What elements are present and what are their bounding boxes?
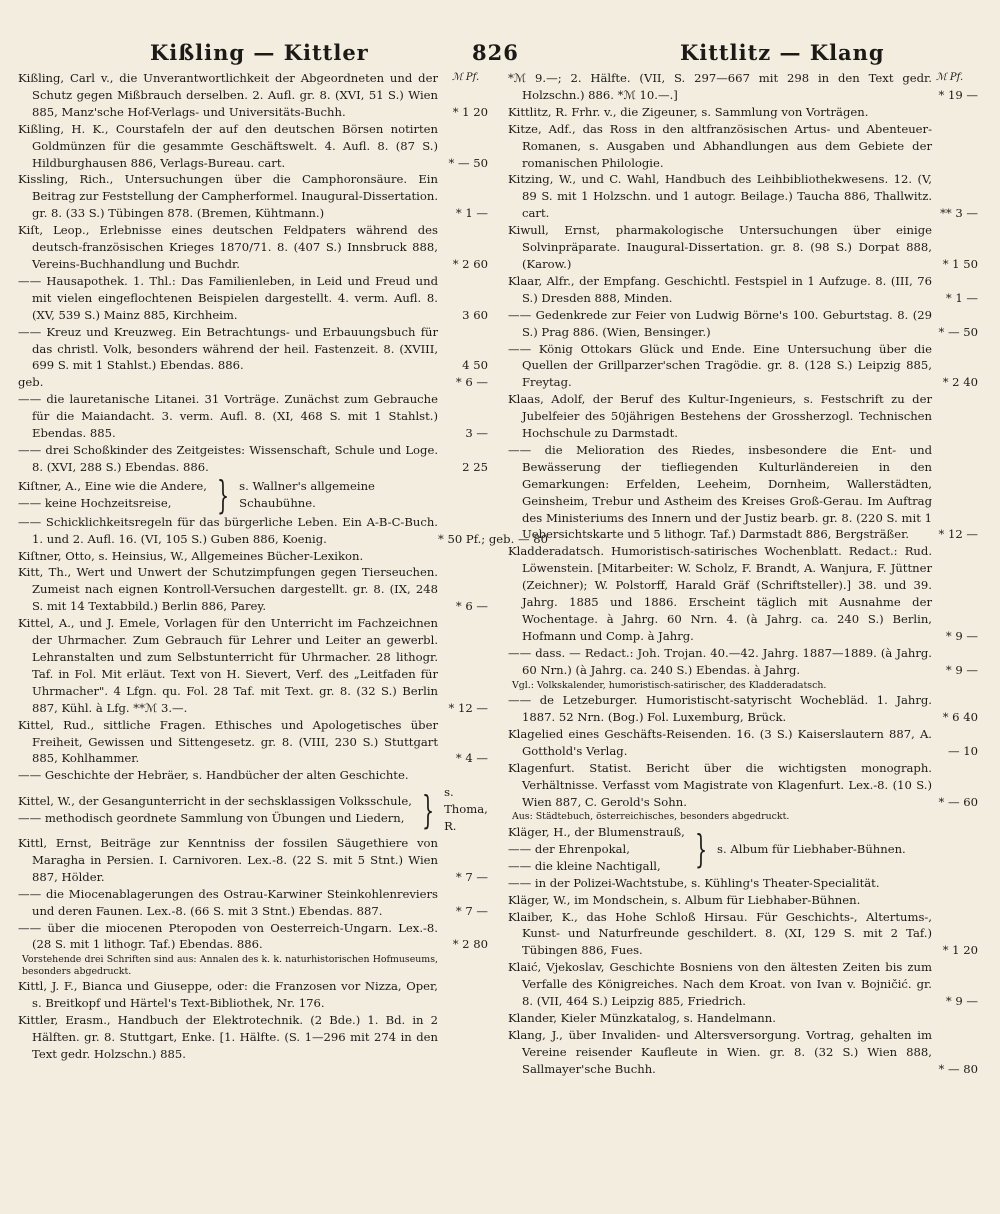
- catalog-entry: [18, 978, 488, 1012]
- entry-text: —— Kreuz und Kreuzweg. Ein Betrachtungs- und Erbauungsbuch für das christl. Volk, besonders während der heil. Fastenzeit. 8. (XVIII, 699 S. mit 1 Stahlst.) Ebendas. 886.: [18, 324, 438, 373]
- price: * 50 Pf.; geb. — 80: [438, 531, 548, 546]
- entry-text: —— Geschichte der Hebräer, s. Handbücher der alten Geschichte.: [18, 768, 409, 783]
- entry-text: —— de Letzeburger. Humoristischt-satyrischt Wochebläd. 1. Jahrg. 1887. 52 Nrn. (Bog.) Fol. Luxemburg, Brück.: [508, 693, 932, 725]
- entry-text: Aus: Städtebuch, österreichisches, besonders abgedruckt.: [512, 811, 790, 823]
- entry-text: Kitt, Th., Wert und Unwert der Schutzimpfungen gegen Tierseuchen. Zumeist nach eignen Kontroll-Versuchen dargestellt. gr. 8. (IX, 248 S. mit 14 Textabbild.) Berlin 886, Parey.: [18, 565, 438, 614]
- entry-note: [18, 954, 488, 977]
- entry-group: [18, 472, 488, 517]
- catalog-entry: [508, 391, 978, 442]
- entry-text: Kladderadatsch. Humoristisch-satirisches Wochenblatt. Redact.: Rud. Löwenstein. [Mitarbeiter: W. Scholz, F. Brandt, A. Wanjura, F. Jüttner (Zeichner); W. Polstorff, Harald Gräf (Schriftsteller).] 38. und 39. Jahrg. 1885 und 1886. Erscheint täglich mit Ausnahme der Wochentage. à Jahrg. 60 Nrn. 4. (à Jahrg. ca. 240 S.) Berlin, Hofmann und Comp. à Jahrg.: [508, 544, 932, 643]
- entry-title: —— der Ehrenpokal,: [508, 841, 630, 856]
- entry-group: [508, 824, 978, 875]
- entry-text: —— Schicklichkeitsregeln für das bürgerliche Leben. Ein A-B-C-Buch. 1. und 2. Aufl. 16. (VI, 105 S.) Guben 886, Koenig.: [18, 514, 438, 546]
- brace-symbol: }: [421, 787, 435, 832]
- price: * — 80: [938, 1061, 978, 1076]
- entry-text: Klagelied eines Geschäfts-Reisenden. 16. (3 S.) Kaiserslautern 887, A. Gotthold's Verlag.: [508, 726, 932, 758]
- entry-text: —— drei Schoßkinder des Zeitgeistes: Wissenschaft, Schule und Loge. 8. (XVI, 288 S.) Ebendas. 886.: [18, 442, 438, 474]
- entry-text: Kitzing, W., und C. Wahl, Handbuch des Leihbibliothekwesens. 12. (V, 89 S. mit 1 Holzschn. und 1 autogr. Beilage.) Taucha 886, Thallwitz. cart.: [508, 172, 932, 221]
- price: * 19 —: [938, 87, 978, 102]
- price: * 7 —: [455, 869, 488, 884]
- price: * 7 —: [455, 903, 488, 918]
- price: ** 3 —: [940, 206, 978, 221]
- entry-title: Kläger, H., der Blumenstrauß,: [508, 824, 685, 839]
- catalog-entry: [18, 324, 488, 375]
- right-column: [508, 70, 978, 1078]
- catalog-entry: [18, 767, 488, 784]
- price: * 12 —: [448, 700, 488, 715]
- entry-title: Kittel, W., der Gesangunterricht in der sechsklassigen Volksschule,: [18, 793, 412, 808]
- currency-header-right: ℳ Pf.: [936, 72, 964, 83]
- catalog-entry: [18, 1012, 488, 1063]
- entry-text: Klaar, Alfr., der Empfang. Geschichtl. Festspiel in 1 Aufzuge. 8. (III, 76 S.) Dresden 888, Minden.: [508, 273, 932, 305]
- entry-text: Vgl.: Volkskalender, humoristisch-satirischer, des Kladderadatsch.: [512, 679, 827, 691]
- entry-text: Kläger, W., im Mondschein, s. Album für Liebhaber-Bühnen.: [508, 892, 861, 907]
- left-column: [18, 70, 548, 1063]
- entry-text: Klang, J., über Invaliden- und Altersversorgung. Vortrag, gehalten im Vereine reisender Kaufleute in Wien. gr. 8. (32 S.) Wien 888, Sallmayer'sche Buchh.: [508, 1027, 932, 1076]
- price: * 1 20: [942, 943, 978, 958]
- catalog-entry: [18, 391, 488, 442]
- entry-text: —— die Miocenablagerungen des Ostrau-Karwiner Steinkohlenreviers und deren Faunen. Lex.-8. (66 S. mit 3 Stnt.) Ebendas. 887.: [18, 886, 438, 918]
- entry-text: Kißling, Carl v., die Unverantwortlichkeit der Abgeordneten und der Schutz gegen Mißbrauch derselben. 2. Aufl. gr. 8. (XVI, 51 S.) Wien 885, Manz'sche Hof-Verlags- und Universitäts-Buchh.: [18, 71, 438, 119]
- entry-text: Kittl, Ernst, Beiträge zur Kenntniss der fossilen Säugethiere von Maragha in Persien. I. Carnivoren. Lex.-8. (22 S. mit 5 Stnt.) Wien 887, Hölder.: [18, 835, 438, 884]
- entry-text: Kitze, Adf., das Ross in den altfranzösischen Artus- und Abenteuer-Romanen, s. Ausgaben und Abhandlungen aus dem Gebiete der romanischen Philologie.: [508, 121, 932, 170]
- price: * 6 —: [455, 375, 488, 390]
- entry-title: —— die kleine Nachtigall,: [508, 858, 661, 873]
- catalog-entry: [508, 121, 978, 172]
- entry-text: Kittler, Erasm., Handbuch der Elektrotechnik. (2 Bde.) 1. Bd. in 2 Hälften. gr. 8. Stuttgart, Enke. [1. Hälfte. (S. 1—296 mit 274 in den Text gedr. Holzschn.) 885.: [18, 1013, 438, 1061]
- price: 3 —: [465, 426, 488, 441]
- catalog-entry: [508, 726, 978, 760]
- entry-text: —— in der Polizei-Wachtstube, s. Kühling's Theater-Specialität.: [508, 875, 880, 890]
- brace-symbol: }: [694, 827, 707, 872]
- price: * 4 —: [455, 751, 488, 766]
- entry-text: Klaić, Vjekoslav, Geschichte Bosniens von den ältesten Zeiten bis zum Verfalle des Königreiches. Nach dem Kroat. von Ivan v. Bojničić. gr. 8. (VII, 464 S.) Leipzig 885, Friedrich.: [508, 960, 932, 1009]
- entry-text: —— dass. — Redact.: Joh. Trojan. 40.—42. Jahrg. 1887—1889. (à Jahrg. 60 Nrn.) (à Jahrg. ca. 240 S.) Ebendas. à Jahrg.: [508, 645, 932, 677]
- entry-text: —— König Ottokars Glück und Ende. Eine Untersuchung über die Quellen der Grillparzer'schen Tragödie. gr. 8. (128 S.) Leipzig 885, Freytag.: [508, 341, 932, 390]
- group-titles: [18, 793, 412, 827]
- catalog-entry: [508, 760, 978, 811]
- catalog-entry: [18, 514, 548, 548]
- price: * — 50: [448, 155, 488, 170]
- price: * 2 60: [452, 256, 488, 271]
- entry-text: Kittlitz, R. Frhr. v., die Zigeuner, s. Sammlung von Vorträgen.: [508, 104, 869, 119]
- entry-text: Kiwull, Ernst, pharmakologische Untersuchungen über einige Solvinpräparate. Inaugural-Dissertation. gr. 8. (98 S.) Dorpat 888, (Karow.): [508, 223, 932, 271]
- group-titles: [508, 824, 685, 875]
- price: * 6 40: [942, 710, 978, 725]
- catalog-entry: [508, 892, 978, 909]
- catalog-entry: [508, 171, 978, 222]
- entry-text: Kittel, A., und J. Emele, Vorlagen für den Unterricht im Fachzeichnen der Uhrmacher. Zum Gebrauch für Lehrer und Leiter an gewerbl. Lehranstalten und zum Selbstunterricht für Uhrmacher. 28 lithogr. Taf. in Fol. Mit erläut. Text von H. Sievert, Verf. des „Leitfaden für Uhrmacher". 4 Lfgn. qu. Fol. 28 Taf. mit Text. gr. 8. (32 S.) Berlin 887, Kühl. à Lfg. **ℳ 3.—.: [18, 616, 438, 715]
- price: * 1 50: [942, 256, 978, 271]
- catalog-entry: [508, 104, 978, 121]
- running-head-right: Kittlitz — Klang: [680, 40, 885, 65]
- cross-reference: s. Album für Liebhaber-Bühnen.: [717, 841, 906, 856]
- catalog-entry: [508, 70, 978, 104]
- price: * 2 40: [942, 375, 978, 390]
- price: 4 50: [462, 358, 488, 373]
- entry-text: Klagenfurt. Statist. Bericht über die wichtigsten monograph. Verhältnisse. Verfasst vom Magistrate von Klagenfurt. Lex.-8. (10 S.) Wien 887, C. Gerold's Sohn.: [508, 760, 932, 809]
- currency-header-left: ℳ Pf.: [452, 72, 480, 83]
- entry-text: *ℳ 9.—; 2. Hälfte. (VII, S. 297—667 mit 298 in den Text gedr. Holzschn.) 886. *ℳ 10.—.]: [508, 71, 932, 102]
- group-titles: [18, 478, 207, 512]
- entry-title: Kiſtner, A., Eine wie die Andere,: [18, 478, 207, 493]
- catalog-entry: [18, 835, 488, 886]
- price: * 1 —: [945, 290, 978, 305]
- catalog-entry: [18, 374, 488, 391]
- price: * — 60: [938, 794, 978, 809]
- entry-group: [18, 784, 488, 835]
- running-head-left: Kißling — Kittler: [150, 40, 369, 65]
- price: * 9 —: [945, 662, 978, 677]
- entry-text: —— über die miocenen Pteropoden von Oesterreich-Ungarn. Lex.-8. (28 S. mit 1 lithogr. Taf.) Ebendas. 886.: [18, 920, 438, 952]
- entry-text: Kiſtner, Otto, s. Heinsius, W., Allgemeines Bücher-Lexikon.: [18, 548, 364, 563]
- entry-title: —— keine Hochzeitsreise,: [18, 495, 172, 510]
- entry-text: geb.: [18, 375, 44, 390]
- catalog-entry: [508, 273, 978, 307]
- catalog-entry: [18, 717, 488, 768]
- catalog-entry: [508, 543, 978, 644]
- catalog-entry: [18, 920, 488, 954]
- catalog-entry: [508, 692, 978, 726]
- catalog-entry: [508, 875, 978, 892]
- entry-note: [508, 811, 978, 823]
- catalog-entry: [508, 442, 978, 543]
- price: — 10: [947, 743, 978, 758]
- entry-text: —— Hausapothek. 1. Thl.: Das Familienleben, in Leid und Freud und mit vielen eingeflochtenen Beispielen dargestellt. 4. verm. Aufl. 8. (XV, 539 S.) Mainz 885, Kirchheim.: [18, 273, 438, 322]
- catalog-entry: [18, 886, 488, 920]
- price: * 12 —: [938, 527, 978, 542]
- entry-title: —— methodisch geordnete Sammlung von Übungen und Liedern,: [18, 810, 405, 825]
- brace-symbol: }: [217, 472, 230, 517]
- cross-reference: s. Wallner's allgemeine Schaubühne.: [239, 478, 375, 510]
- entry-text: Klaiber, K., das Hohe Schloß Hirsau. Für Geschichts-, Altertums-, Kunst- und Naturfreunde geschildert. 8. (XI, 129 S. mit 2 Taf.) Tübingen 886, Fues.: [508, 909, 932, 958]
- catalog-entry: [18, 70, 488, 121]
- price: * 9 —: [945, 628, 978, 643]
- entry-text: Kiſt, Leop., Erlebnisse eines deutschen Feldpaters während des deutsch-französischen Krieges 1870/71. 8. (407 S.) Innsbruck 888, Vereins-Buchhandlung und Buchdr.: [18, 223, 438, 271]
- entry-text: Kittl, J. F., Bianca und Giuseppe, oder: die Franzosen vor Nizza, Oper, s. Breitkopf und Härtel's Text-Bibliothek, Nr. 176.: [18, 979, 438, 1011]
- catalog-entry: [508, 909, 978, 960]
- price: * 2 80: [452, 937, 488, 952]
- catalog-entry: [508, 1027, 978, 1078]
- price: * 9 —: [945, 994, 978, 1009]
- catalog-entry: [18, 222, 488, 273]
- catalog-entry: [18, 548, 488, 565]
- catalog-entry: [18, 273, 488, 324]
- entry-text: Kißling, H. K., Courstafeln der auf den deutschen Börsen notirten Goldmünzen für die gesammte Geschäftswelt. 4. Aufl. 8. (87 S.) Hildburghausen 886, Verlags-Bureau. cart.: [18, 121, 438, 170]
- catalog-entry: [18, 171, 488, 222]
- price: * 1 20: [452, 104, 488, 119]
- catalog-entry: [508, 959, 978, 1010]
- entry-text: Kittel, Rud., sittliche Fragen. Ethisches und Apologetisches über Freiheit, Gewissen und Sittengesetz. gr. 8. (VIII, 230 S.) Stuttgart 885, Kohlhammer.: [18, 717, 438, 766]
- catalog-entry: [18, 564, 488, 615]
- entry-text: —— die Melioration des Riedes, insbesondere die Ent- und Bewässerung der tiefliegenden Kulturländereien in den Gemarkungen: Erfelden, Leeheim, Dornheim, Wallerstädten, Geinsheim, Trebur und Astheim des Kreises Groß-Gerau. Im Auftrag des Ministeriums des Innern und der Justiz bearb. gr. 8. (220 S. mit 1 Uebersichtskarte und 5 lithogr. Taf.) Darmstadt 886, Bergsträßer.: [508, 442, 932, 542]
- catalog-entry: [508, 341, 978, 392]
- price: * 6 —: [455, 599, 488, 614]
- catalog-entry: [18, 121, 488, 172]
- catalog-entry: [18, 442, 488, 476]
- entry-text: —— die lauretanische Litanei. 31 Vorträge. Zunächst zum Gebrauche für die Maiandacht. 3. verm. Aufl. 8. (XI, 468 S. mit 1 Stahlst.) Ebendas. 885.: [18, 392, 438, 441]
- catalog-entry: [18, 615, 488, 716]
- entry-text: Kissling, Rich., Untersuchungen über die Camphoronsäure. Ein Beitrag zur Feststellung der Campherformel. Inaugural-Dissertation. gr. 8. (33 S.) Tübingen 878. (Bremen, Kühtmann.): [18, 172, 439, 221]
- price: * — 50: [938, 324, 978, 339]
- catalog-entry: [508, 645, 978, 679]
- catalog-entry: [508, 1010, 978, 1027]
- entry-note: [508, 680, 978, 692]
- entry-text: —— Gedenkrede zur Feier von Ludwig Börne's 100. Geburtstag. 8. (29 S.) Prag 886. (Wien, Bensinger.): [508, 307, 932, 339]
- entry-text: Klander, Kieler Münzkatalog, s. Handelmann.: [508, 1010, 776, 1025]
- price: 3 60: [462, 307, 488, 322]
- entry-text: Klaas, Adolf, der Beruf des Kultur-Ingenieurs, s. Festschrift zu der Jubelfeier des 50jährigen Bestehens der Grossherzogl. Technischen Hochschule zu Darmstadt.: [508, 392, 932, 441]
- price: 2 25: [462, 459, 488, 474]
- entry-text: Vorstehende drei Schriften sind aus: Annalen des k. k. naturhistorischen Hofmuseums, besonders abgedruckt.: [22, 954, 438, 977]
- catalog-entry: [508, 222, 978, 273]
- price: * 1 —: [455, 206, 488, 221]
- catalog-entry: [508, 307, 978, 341]
- cross-reference: s. Thoma, R.: [444, 785, 488, 834]
- page-number: 826: [472, 40, 519, 65]
